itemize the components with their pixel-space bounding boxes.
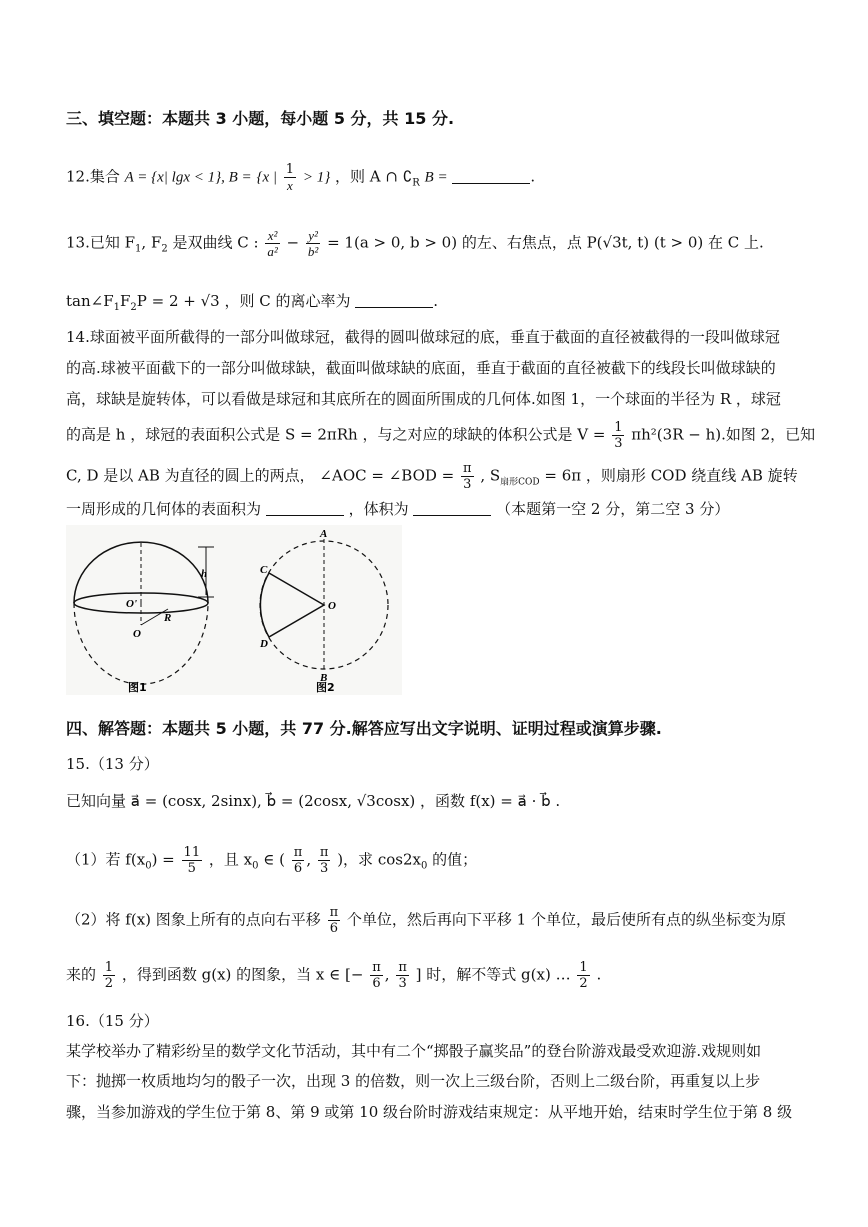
- question-13-line-1: 13.已知 $F_1$, $F_2$ 是双曲线 C : $\frac{\text{x²}}{\text{a²}}$ − $\frac{\text{y²}}{\text{b²}}$ = 1(a > 0, b > 0) 的左、右焦点，点 P(√3t, t) (t > 0) 在 C 上.: [66, 228, 764, 259]
- question-14-line-5: C, D 是以 AB 为直径的圆上的两点， ∠AOC = ∠BOD = $\frac{\pi}{3}$ , $S_{扇形COD} = 6\pi$ ，则扇形 COD 绕直线 AB 旋转: [66, 461, 798, 492]
- question-14-line-2: 的高.球被平面截下的一部分叫做球缺，截面叫做球缺的底面，垂直于截面的直径被截下的线段长叫做球缺的: [66, 359, 776, 377]
- question-15-part-1: （1）若 $f(x_0)$ = $\frac{11}{5}$ ，且 $x_0$ ∈ ( $\frac{\pi}{6}$ , $\frac{\pi}{3}$ )，求 $\cos 2x_0$ 的值；: [66, 845, 478, 876]
- figure-1: [74, 542, 214, 694]
- fig1-label-h: h: [201, 568, 208, 580]
- fig2-label-b: B: [320, 672, 328, 684]
- answer-blank: [266, 501, 344, 516]
- fig1-label-r: R: [164, 612, 172, 624]
- question-12: 12.集合 A = {x| lgx < 1}, B = {x | $\frac{1}{x}$ > 1} ，则 A ∩ $∁_R$ B = .: [66, 162, 536, 193]
- question-16-line-1: 某学校举办了精彩纷呈的数学文化节活动，其中有二个“掷骰子赢奖品”的登台阶游戏最受欢迎游.戏规则如: [66, 1042, 762, 1060]
- fig2-label-c: C: [260, 564, 268, 576]
- answer-blank: [413, 501, 491, 516]
- fig1-label-o: O: [133, 628, 141, 640]
- question-16-head: 16.（15 分）: [66, 1012, 159, 1030]
- question-16-line-3: 骤，当参加游戏的学生位于第 8、第 9 或第 10 级台阶时游戏结束规定：从平地开始，结束时学生位于第 8 级: [66, 1103, 793, 1121]
- question-16-line-2: 下：抛掷一枚质地均匀的骰子一次，出现 3 的倍数，则一次上三级台阶，否则上二级台阶，再重复以上步: [66, 1072, 761, 1090]
- question-15-part-2-cont: 来的 $\frac{1}{2}$ ，得到函数 g(x) 的图象，当 x ∈ [− $\frac{\pi}{6}$ , $\frac{\pi}{3}$ ] 时，解不等式 g(x) … $\frac{1}{2}$ .: [66, 960, 602, 991]
- question-15-head: 15.（13 分）: [66, 755, 159, 773]
- question-14-line-6: 一周形成的几何体的表面积为 ，体积为 （本题第一空 2 分，第二空 3 分）: [66, 500, 730, 518]
- question-14-line-4: 的高是 h ，球冠的表面积公式是 S = 2πRh ，与之对应的球缺的体积公式是 V = $\frac{1}{3}$ πh²(3R − h).如图 2，已知: [66, 420, 816, 451]
- answer-blank: [452, 169, 530, 184]
- fig1-label-o-prime: O': [126, 598, 137, 610]
- fig1-caption: 图1: [128, 681, 147, 694]
- figure-2: [259, 528, 388, 694]
- fig2-caption: 图2: [316, 681, 335, 694]
- answer-blank: [355, 293, 433, 308]
- fig2-label-a: A: [320, 528, 328, 540]
- question-15-part-2: （2）将 f(x) 图象上所有的点向右平移 $\frac{\pi}{6}$ 个单位，然后再向下平移 1 个单位，最后使所有点的纵坐标变为原: [66, 905, 786, 936]
- question-13-line-2: $\tan\angle F_1F_2P = 2 + √3$ ，则 C 的离心率为 .: [66, 292, 439, 313]
- fig2-label-d: D: [260, 638, 268, 650]
- figure-svg: [66, 525, 402, 695]
- fig2-label-o: O: [328, 600, 336, 612]
- section-title-fill-blank: 三、填空题：本题共 3 小题，每小题 5 分，共 15 分.: [66, 109, 455, 128]
- question-15-given: 已知向量 a⃗ = (cosx, 2sinx), b⃗ = (2cosx, √3cosx) ，函数 f(x) = a⃗ · b⃗ .: [66, 792, 561, 810]
- question-14-line-3: 高，球缺是旋转体，可以看做是球冠和其底所在的圆面所围成的几何体.如图 1，一个球面的半径为 R ，球冠: [66, 390, 781, 408]
- section-title-answer: 四、解答题：本题共 5 小题，共 77 分.解答应写出文字说明、证明过程或演算步骤.: [66, 719, 662, 738]
- figure-sphere-diagrams: [66, 525, 402, 695]
- question-14-line-1: 14.球面被平面所截得的一部分叫做球冠，截得的圆叫做球冠的底，垂直于截面的直径被截得的一段叫做球冠: [66, 328, 780, 346]
